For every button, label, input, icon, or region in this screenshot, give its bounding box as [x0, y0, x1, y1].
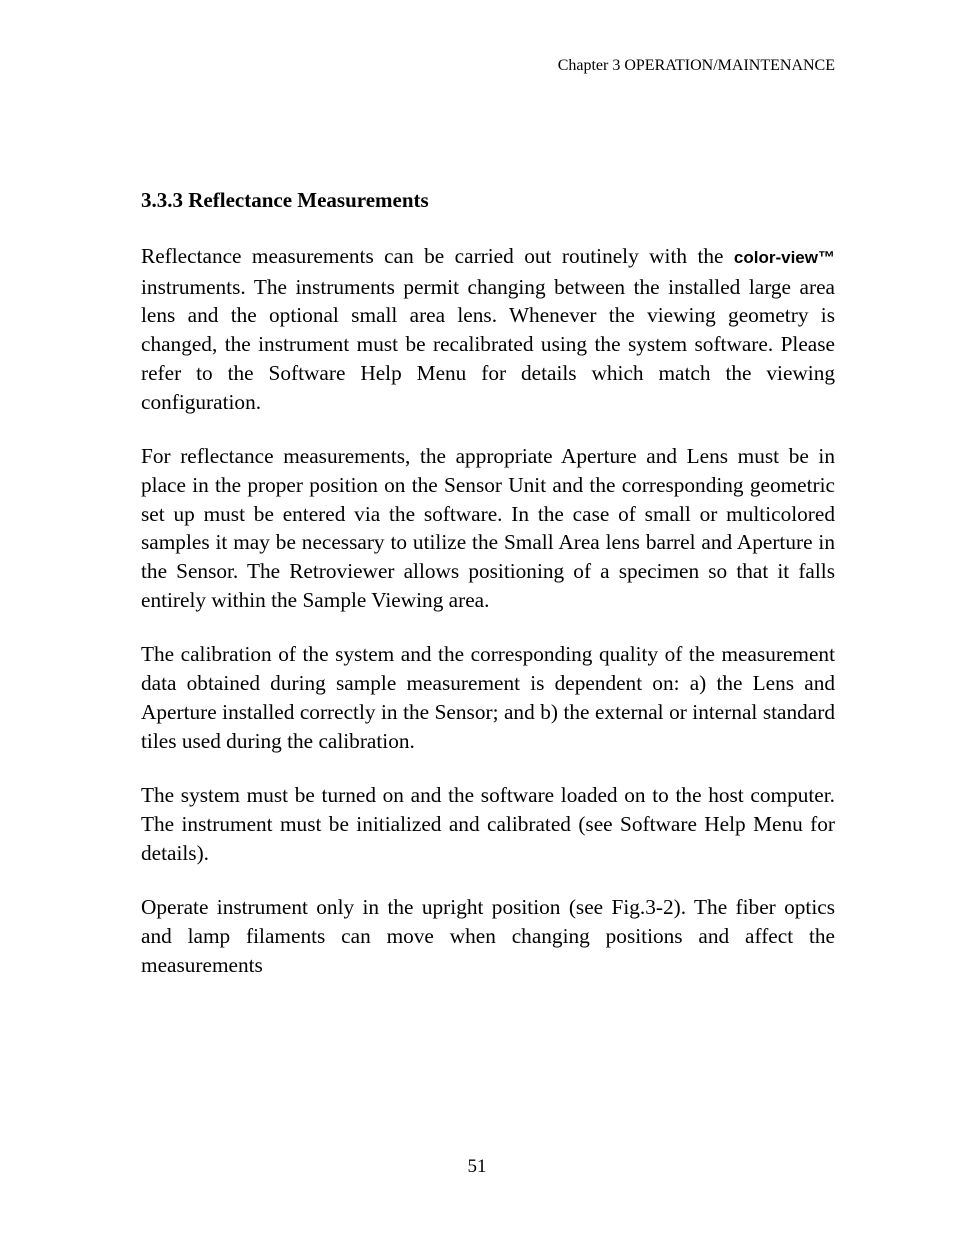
- section-heading: 3.3.3 Reflectance Measurements: [141, 188, 429, 212]
- page-number: 51: [467, 1156, 487, 1177]
- brand-name: color-view™: [733, 248, 835, 267]
- paragraph-calibration: The calibration of the system and the corresponding quality of the measurement data obtained during sample measurement is dependent on: a) the Lens and Aperture installed correctly in the Sensor; and b) the external or internal standard tiles used during the calibration.: [141, 642, 835, 753]
- paragraph-upright-position: Operate instrument only in the upright position (see Fig.3-2). The fiber optics and lamp filaments can move when changing positions and affect the measurements: [141, 895, 835, 977]
- paragraph-1-lead-text: Reflectance measurements can be carried out routinely with the: [141, 244, 734, 268]
- paragraph-1-body-text: instruments. The instruments permit changing between the installed large area lens and the optional small area lens. Whenever the viewing geometry is changed, the instrument must be recalibrated using the system software. Please refer to the Software Help Menu for details which match the viewing configuration.: [141, 274, 835, 414]
- paragraph-aperture-lens: For reflectance measurements, the appropriate Aperture and Lens must be in place in the proper position on the Sensor Unit and the corresponding geometric set up must be entered via the software. In the case of small or multicolored samples it may be necessary to utilize the Small Area lens barrel and Aperture in the Sensor. The Retroviewer allows positioning of a specimen so that it falls entirely within the Sample Viewing area.: [141, 444, 835, 612]
- paragraph-startup: The system must be turned on and the software loaded on to the host computer. The instrument must be initialized and calibrated (see Software Help Menu for details).: [141, 783, 835, 865]
- page-content: [141, 184, 835, 979]
- paragraph-reflectance-intro: [141, 242, 835, 416]
- running-header: Chapter 3 OPERATION/MAINTENANCE: [557, 57, 835, 74]
